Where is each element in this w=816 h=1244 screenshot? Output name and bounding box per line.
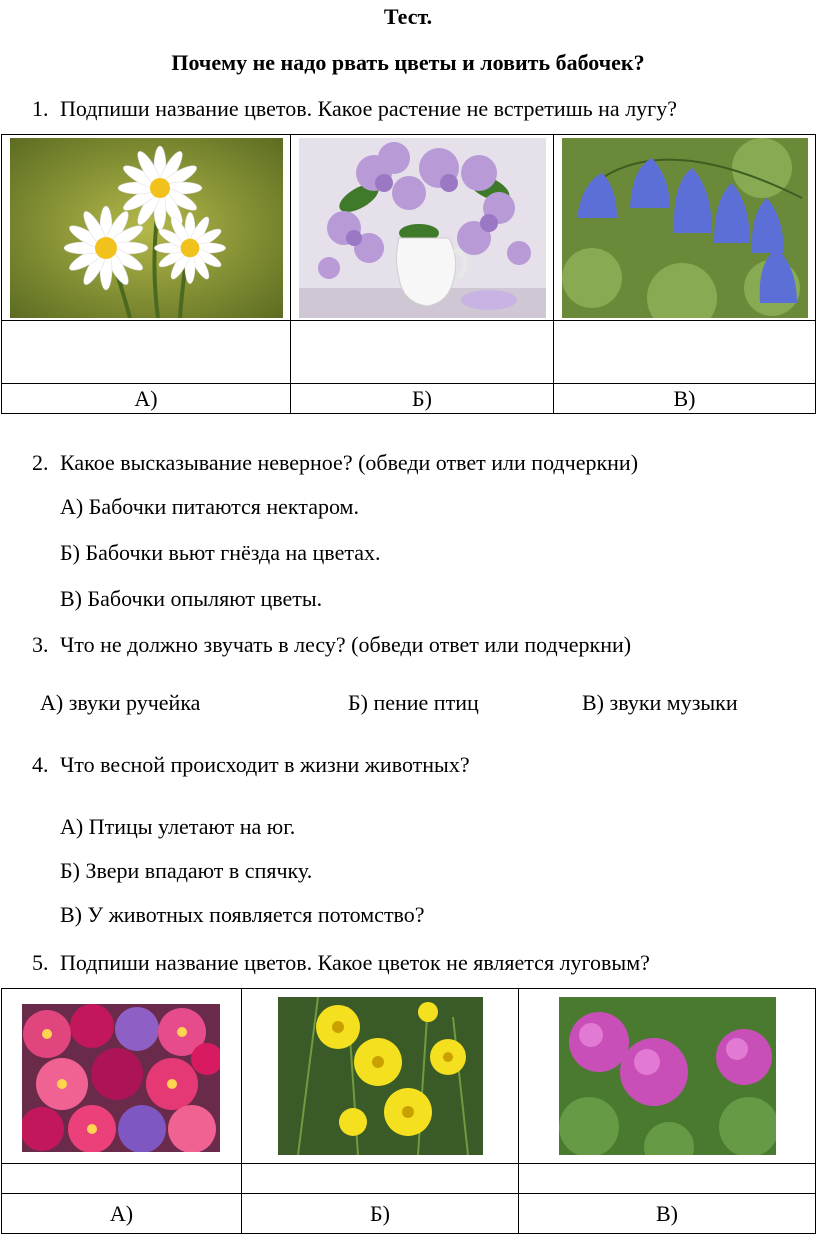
answer-cell-1b[interactable] [291,321,554,384]
answer-cell-1a[interactable] [2,321,291,384]
bellflower-cell [554,135,816,321]
flowers-table-1 [1,134,816,414]
question-2-option-c[interactable]: В) Бабочки опыляют цветы. [60,586,323,611]
answer-cell-5a[interactable] [2,1164,242,1194]
label-1c: В) [554,384,816,414]
question-4-option-b[interactable]: Б) Звери впадают в спячку. [60,858,313,883]
question-1 [32,96,677,122]
question-3-option-c[interactable]: В) звуки музыки [582,690,738,715]
question-4-option-c[interactable]: В) У животных появляется потомство? [60,902,425,927]
question-3-number: 3. [32,632,49,657]
flowers-table-2 [1,988,816,1234]
question-4-option-a[interactable]: А) Птицы улетают на юг. [60,814,296,839]
buttercup-cell [242,989,519,1164]
question-2-text: Какое высказывание неверное? (обведи ответ или подчеркни) [60,450,639,475]
question-3-text: Что не должно звучать в лесу? (обведи ответ или подчеркни) [60,632,632,657]
question-1-number: 1. [32,96,49,121]
question-2-option-a[interactable]: А) Бабочки питаются нектаром. [60,494,359,519]
question-3-option-b[interactable]: Б) пение птиц [348,690,479,715]
bellflower-image [562,138,808,318]
page-subtitle: Почему не надо рвать цветы и ловить бабочек? [171,50,645,75]
question-5-text: Подпиши название цветов. Какое цветок не является луговым? [60,950,650,975]
question-4 [32,752,470,778]
lilac-image [299,138,546,318]
aster-image [22,1004,220,1152]
label-5c: В) [519,1194,816,1234]
question-1-text: Подпиши название цветов. Какое растение не встретишь на лугу? [60,96,677,121]
label-5b: Б) [242,1194,519,1234]
question-3-option-a[interactable]: А) звуки ручейка [40,690,201,715]
question-2-number: 2. [32,450,49,475]
label-5a: А) [2,1194,242,1234]
answer-cell-1c[interactable] [554,321,816,384]
clover-image [559,997,776,1155]
question-5-number: 5. [32,950,49,975]
question-5 [32,950,650,976]
lilac-cell [291,135,554,321]
page-title: Тест. [383,4,433,29]
answer-cell-5b[interactable] [242,1164,519,1194]
clover-cell [519,989,816,1164]
question-3 [32,632,631,658]
daisy-image [10,138,283,318]
label-1a: А) [2,384,291,414]
label-1b: Б) [291,384,554,414]
question-4-number: 4. [32,752,49,777]
question-2-option-b[interactable]: Б) Бабочки вьют гнёзда на цветах. [60,540,381,565]
question-4-text: Что весной происходит в жизни животных? [60,752,470,777]
question-2 [32,450,638,476]
daisy-cell [2,135,291,321]
aster-cell [2,989,242,1164]
buttercup-image [278,997,483,1155]
answer-cell-5c[interactable] [519,1164,816,1194]
